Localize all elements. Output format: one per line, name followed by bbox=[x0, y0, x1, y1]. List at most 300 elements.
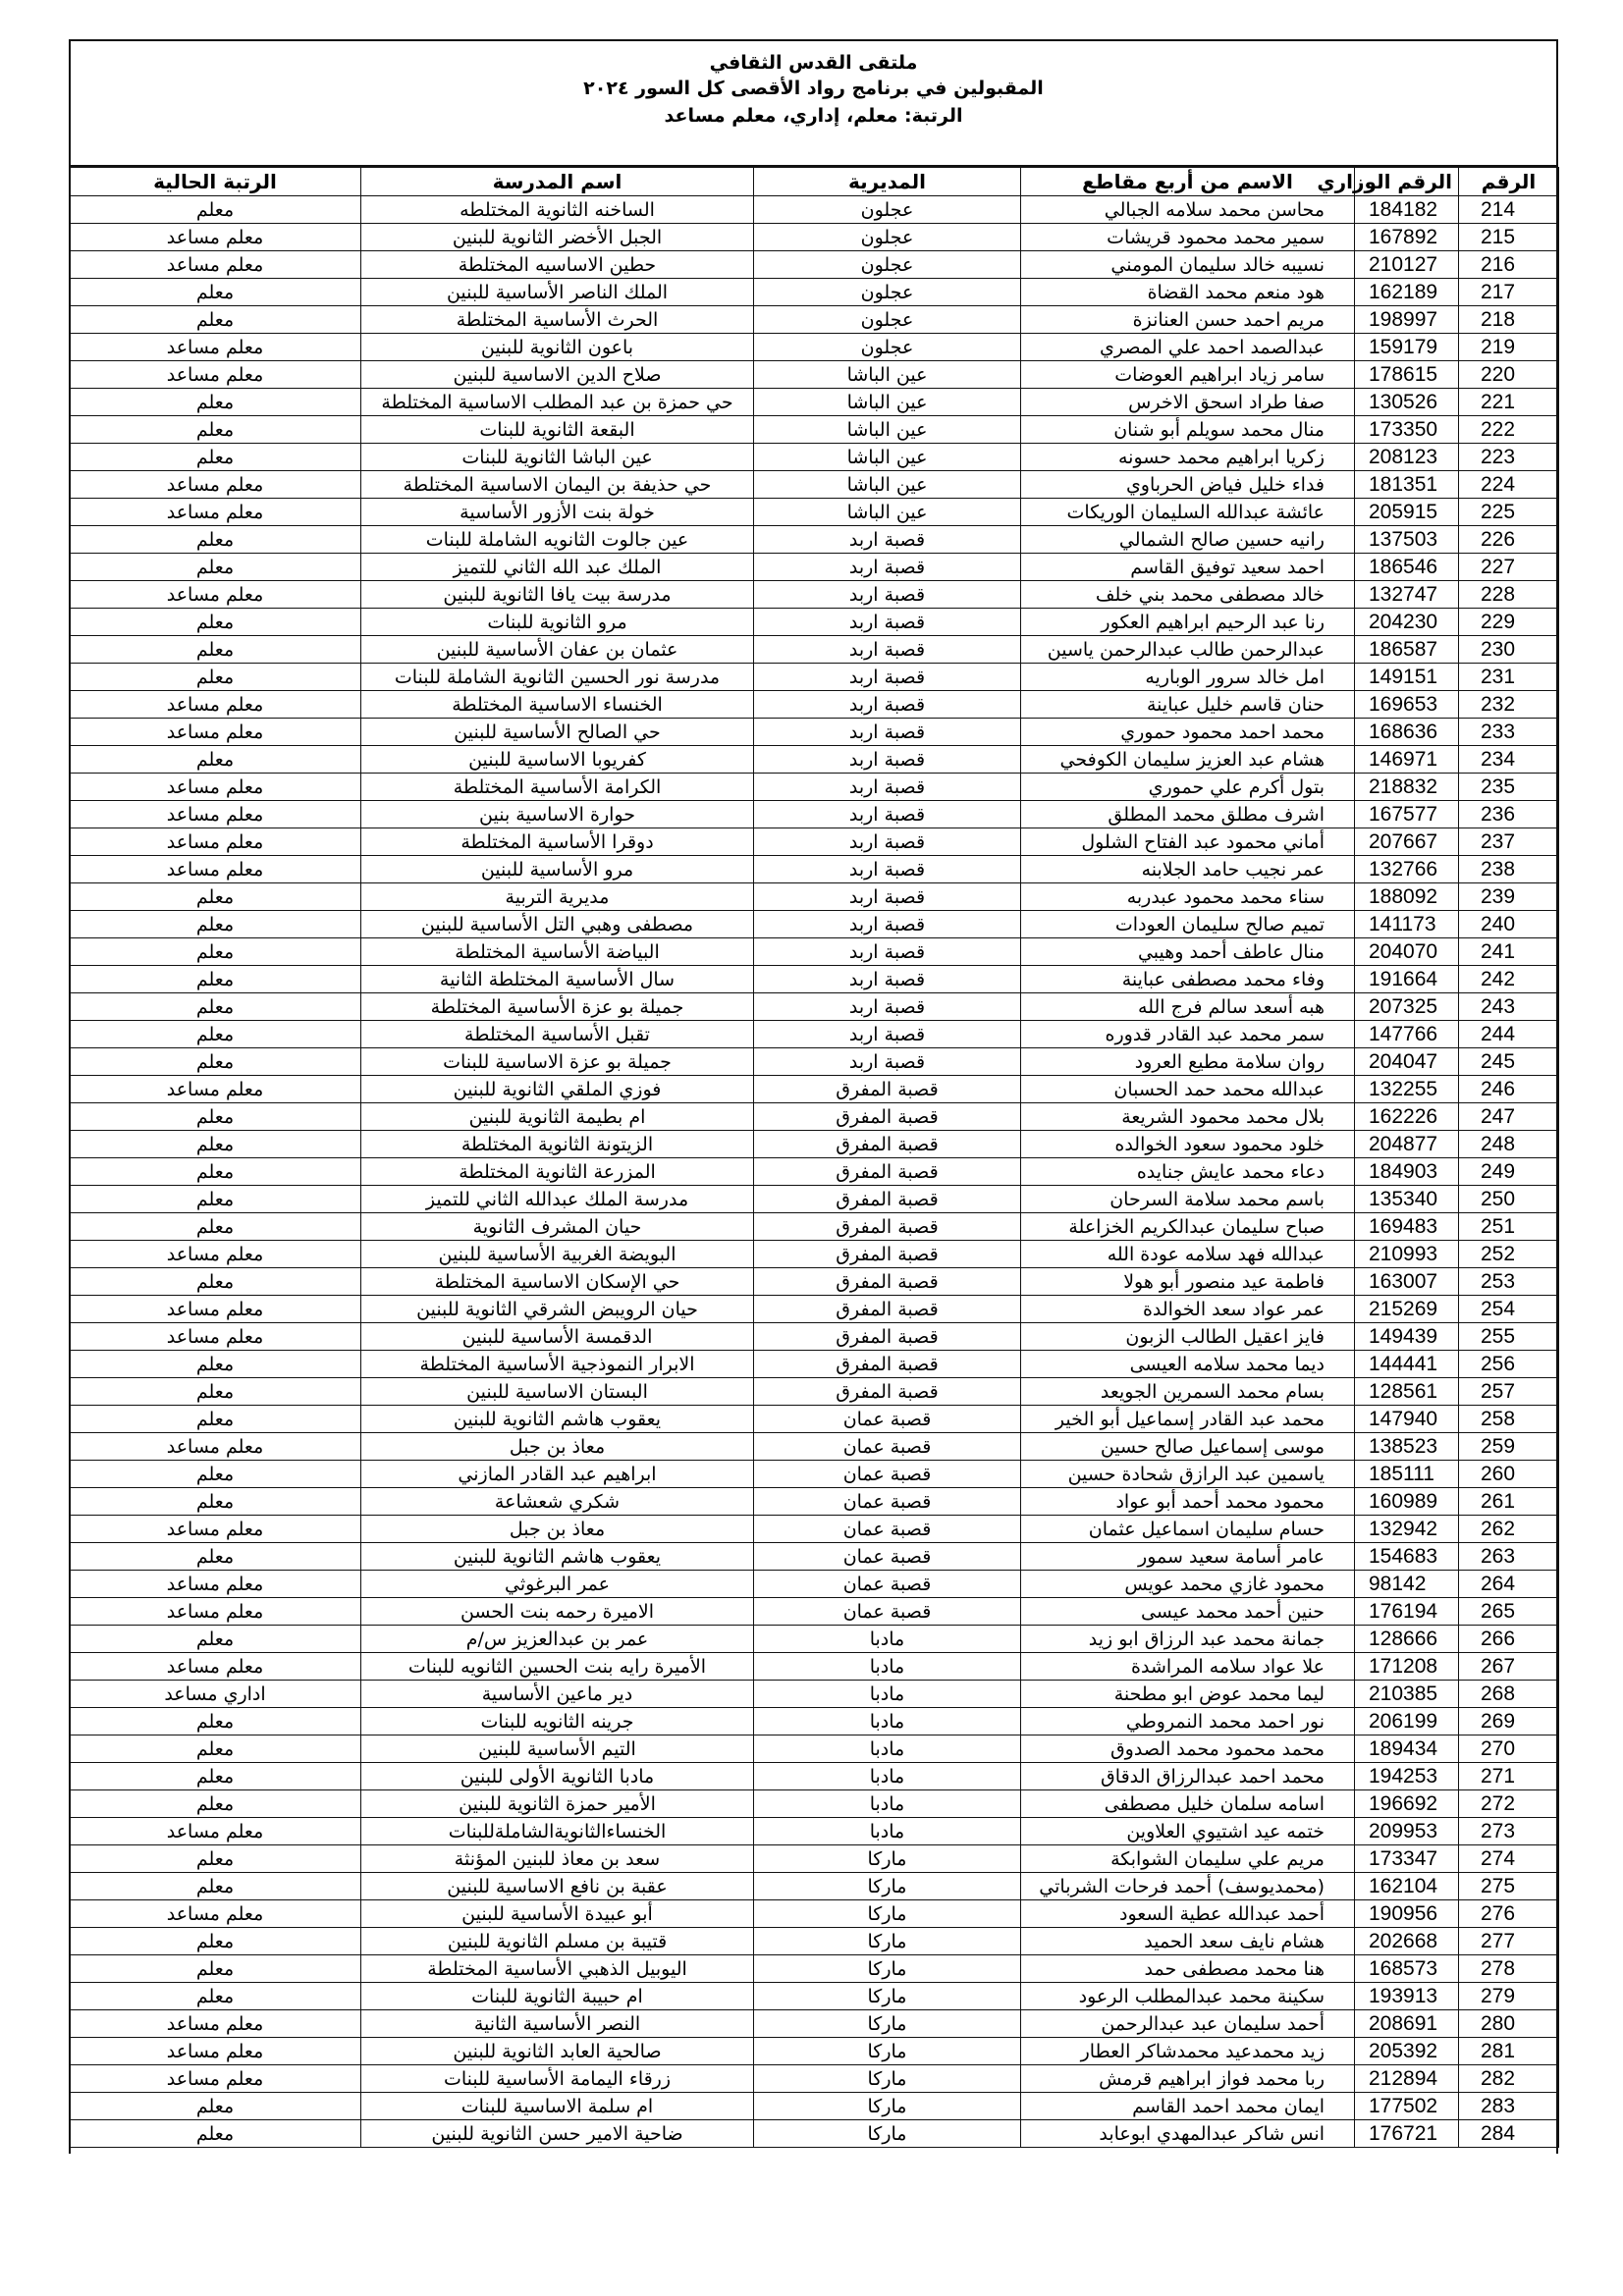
table-row bbox=[70, 444, 1559, 471]
directorate: قصبة اربد bbox=[754, 746, 1021, 774]
full-name: روان سلامة مطيع العرود bbox=[1021, 1048, 1355, 1076]
ministry-id: 169483 bbox=[1355, 1213, 1459, 1241]
ministry-id: 176194 bbox=[1355, 1598, 1459, 1626]
table-row bbox=[70, 993, 1559, 1021]
school-name: البقعة الثانوية للبنات bbox=[361, 416, 754, 444]
current-rank: معلم مساعد bbox=[70, 251, 361, 279]
directorate: قصبة المفرق bbox=[754, 1268, 1021, 1296]
directorate: ماركا bbox=[754, 2093, 1021, 2120]
ministry-id: 210993 bbox=[1355, 1241, 1459, 1268]
directorate: قصبة عمان bbox=[754, 1406, 1021, 1433]
full-name: حسام سليمان اسماعيل عثمان bbox=[1021, 1516, 1355, 1543]
current-rank: معلم bbox=[70, 1790, 361, 1818]
directorate: قصبة اربد bbox=[754, 883, 1021, 911]
ministry-id: 162226 bbox=[1355, 1103, 1459, 1131]
directorate: عجلون bbox=[754, 224, 1021, 251]
full-name: سمير محمد محمود قريشات bbox=[1021, 224, 1355, 251]
directorate: مادبا bbox=[754, 1790, 1021, 1818]
ministry-id: 168573 bbox=[1355, 1955, 1459, 1983]
directorate: قصبة اربد bbox=[754, 911, 1021, 938]
full-name: ربا محمد فواز ابراهيم قرمش bbox=[1021, 2065, 1355, 2093]
directorate: ماركا bbox=[754, 2038, 1021, 2065]
directorate: مادبا bbox=[754, 1818, 1021, 1845]
ministry-id: 144441 bbox=[1355, 1351, 1459, 1378]
row-number: 256 bbox=[1459, 1351, 1559, 1378]
full-name: أماني محمود عبد الفتاح الشلول bbox=[1021, 828, 1355, 856]
school-name: الملك الناصر الأساسية للبنين bbox=[361, 279, 754, 306]
directorate: قصبة المفرق bbox=[754, 1158, 1021, 1186]
current-rank: معلم bbox=[70, 883, 361, 911]
directorate: قصبة اربد bbox=[754, 1021, 1021, 1048]
row-number: 239 bbox=[1459, 883, 1559, 911]
table-row bbox=[70, 306, 1559, 334]
directorate: قصبة المفرق bbox=[754, 1241, 1021, 1268]
ministry-id: 98142 bbox=[1355, 1571, 1459, 1598]
directorate: مادبا bbox=[754, 1763, 1021, 1790]
current-rank: معلم bbox=[70, 1873, 361, 1900]
row-number: 247 bbox=[1459, 1103, 1559, 1131]
row-number: 258 bbox=[1459, 1406, 1559, 1433]
ministry-id: 128561 bbox=[1355, 1378, 1459, 1406]
current-rank: معلم مساعد bbox=[70, 471, 361, 499]
school-name: ام بطيمة الثانوية للبنين bbox=[361, 1103, 754, 1131]
row-number: 272 bbox=[1459, 1790, 1559, 1818]
ministry-id: 212894 bbox=[1355, 2065, 1459, 2093]
full-name: انس شاكر عبدالمهدي ابوعابد bbox=[1021, 2120, 1355, 2148]
table-row bbox=[70, 1873, 1559, 1900]
current-rank: معلم bbox=[70, 554, 361, 581]
directorate: قصبة عمان bbox=[754, 1433, 1021, 1461]
school-name: ابراهيم عبد القادر المازني bbox=[361, 1461, 754, 1488]
row-number: 252 bbox=[1459, 1241, 1559, 1268]
school-name: زرقاء اليمامة الأساسية للبنات bbox=[361, 2065, 754, 2093]
row-number: 275 bbox=[1459, 1873, 1559, 1900]
directorate: قصبة المفرق bbox=[754, 1213, 1021, 1241]
directorate: قصبة اربد bbox=[754, 828, 1021, 856]
ministry-id: 206199 bbox=[1355, 1708, 1459, 1735]
row-number: 276 bbox=[1459, 1900, 1559, 1928]
table-row bbox=[70, 1021, 1559, 1048]
full-name: ختمه عيد اشتيوي العلاوين bbox=[1021, 1818, 1355, 1845]
current-rank: معلم مساعد bbox=[70, 856, 361, 883]
ministry-id: 149439 bbox=[1355, 1323, 1459, 1351]
directorate: قصبة عمان bbox=[754, 1543, 1021, 1571]
full-name: (محمديوسف) أحمد فرحات الشرباتي bbox=[1021, 1873, 1355, 1900]
school-name: جميلة بو عزة الاساسية للبنات bbox=[361, 1048, 754, 1076]
table-row bbox=[70, 1131, 1559, 1158]
directorate: عين الباشا bbox=[754, 389, 1021, 416]
table-row bbox=[70, 1653, 1559, 1681]
table-row bbox=[70, 664, 1559, 691]
row-number: 280 bbox=[1459, 2010, 1559, 2038]
table-row bbox=[70, 1103, 1559, 1131]
school-name: مدرسة بيت يافا الثانوية للبنين bbox=[361, 581, 754, 609]
school-name: الكرامة الأساسية المختلطة bbox=[361, 774, 754, 801]
school-name: الخنساءالثانويةالشاملةللبنات bbox=[361, 1818, 754, 1845]
school-name: سعد بن معاذ للبنين المؤنثة bbox=[361, 1845, 754, 1873]
school-name: باعون الثانوية للبنين bbox=[361, 334, 754, 361]
school-name: مديرية التربية bbox=[361, 883, 754, 911]
directorate: قصبة المفرق bbox=[754, 1076, 1021, 1103]
full-name: فايز اعقيل الطالب الزبون bbox=[1021, 1323, 1355, 1351]
accepted-table bbox=[69, 167, 1559, 2148]
current-rank: معلم مساعد bbox=[70, 774, 361, 801]
ministry-id: 132766 bbox=[1355, 856, 1459, 883]
directorate: مادبا bbox=[754, 1681, 1021, 1708]
school-name: حوارة الاساسية بنين bbox=[361, 801, 754, 828]
ministry-id: 176721 bbox=[1355, 2120, 1459, 2148]
school-name: مصطفى وهبي التل الأساسية للبنين bbox=[361, 911, 754, 938]
ministry-id: 191664 bbox=[1355, 966, 1459, 993]
school-name: دير ماعين الأساسية bbox=[361, 1681, 754, 1708]
row-number: 249 bbox=[1459, 1158, 1559, 1186]
current-rank: معلم bbox=[70, 1983, 361, 2010]
directorate: عجلون bbox=[754, 279, 1021, 306]
school-name: الاميرة رحمه بنت الحسن bbox=[361, 1598, 754, 1626]
current-rank: معلم bbox=[70, 636, 361, 664]
current-rank: معلم bbox=[70, 196, 361, 224]
full-name: عامر أسامة سعيد سمور bbox=[1021, 1543, 1355, 1571]
school-name: الأمير حمزة الثانوية للبنين bbox=[361, 1790, 754, 1818]
full-name: رنا عبد الرحيم ابراهيم العكور bbox=[1021, 609, 1355, 636]
full-name: سمر محمد عبد القادر قدوره bbox=[1021, 1021, 1355, 1048]
ministry-id: 204070 bbox=[1355, 938, 1459, 966]
ministry-id: 188092 bbox=[1355, 883, 1459, 911]
row-number: 260 bbox=[1459, 1461, 1559, 1488]
ministry-id: 193913 bbox=[1355, 1983, 1459, 2010]
current-rank: معلم مساعد bbox=[70, 801, 361, 828]
school-name: حيان المشرف الثانوية bbox=[361, 1213, 754, 1241]
school-name: حي الإسكان الاساسية المختلطة bbox=[361, 1268, 754, 1296]
current-rank: معلم bbox=[70, 1845, 361, 1873]
current-rank: معلم مساعد bbox=[70, 1241, 361, 1268]
table-row bbox=[70, 1461, 1559, 1488]
table-row bbox=[70, 1900, 1559, 1928]
ministry-id: 138523 bbox=[1355, 1433, 1459, 1461]
full-name: علا عواد سلامه المراشدة bbox=[1021, 1653, 1355, 1681]
directorate: عجلون bbox=[754, 251, 1021, 279]
directorate: قصبة عمان bbox=[754, 1516, 1021, 1543]
directorate: قصبة اربد bbox=[754, 774, 1021, 801]
full-name: موسى إسماعيل صالح حسين bbox=[1021, 1433, 1355, 1461]
school-name: صالحية العابد الثانوية للبنين bbox=[361, 2038, 754, 2065]
table-row bbox=[70, 1543, 1559, 1571]
school-name: كفريوبا الاساسية للبنين bbox=[361, 746, 754, 774]
current-rank: معلم bbox=[70, 664, 361, 691]
ministry-id: 146971 bbox=[1355, 746, 1459, 774]
document-title: ملتقى القدس الثقافي bbox=[709, 52, 918, 74]
current-rank: معلم مساعد bbox=[70, 499, 361, 526]
school-name: مدرسة الملك عبدالله الثاني للتميز bbox=[361, 1186, 754, 1213]
table-row bbox=[70, 1708, 1559, 1735]
directorate: قصبة اربد bbox=[754, 966, 1021, 993]
current-rank: معلم bbox=[70, 1268, 361, 1296]
row-number: 278 bbox=[1459, 1955, 1559, 1983]
school-name: فوزي الملقي الثانوية للبنين bbox=[361, 1076, 754, 1103]
current-rank: معلم مساعد bbox=[70, 1433, 361, 1461]
full-name: مريم احمد حسن العنانزة bbox=[1021, 306, 1355, 334]
school-name: دوقرا الأساسية المختلطة bbox=[361, 828, 754, 856]
table-row bbox=[70, 938, 1559, 966]
full-name: محاسن محمد سلامه الجبالي bbox=[1021, 196, 1355, 224]
directorate: ماركا bbox=[754, 2010, 1021, 2038]
row-number: 261 bbox=[1459, 1488, 1559, 1516]
table-row bbox=[70, 1571, 1559, 1598]
directorate: عجلون bbox=[754, 196, 1021, 224]
ministry-id: 194253 bbox=[1355, 1763, 1459, 1790]
school-name: الحرث الأساسية المختلطة bbox=[361, 306, 754, 334]
table-row bbox=[70, 2010, 1559, 2038]
table-row bbox=[70, 719, 1559, 746]
current-rank: معلم bbox=[70, 2120, 361, 2148]
current-rank: معلم مساعد bbox=[70, 1653, 361, 1681]
full-name: هنا محمد مصطفى حمد bbox=[1021, 1955, 1355, 1983]
full-name: محمد احمد عبدالرزاق الدقاق bbox=[1021, 1763, 1355, 1790]
school-name: عين الباشا الثانوية للبنات bbox=[361, 444, 754, 471]
document-page bbox=[69, 39, 1558, 2154]
row-number: 224 bbox=[1459, 471, 1559, 499]
table-row bbox=[70, 774, 1559, 801]
ministry-id: 204877 bbox=[1355, 1131, 1459, 1158]
row-number: 282 bbox=[1459, 2065, 1559, 2093]
full-name: دعاء محمد عايش جنايده bbox=[1021, 1158, 1355, 1186]
full-name: بسام محمد السمرين الجويعد bbox=[1021, 1378, 1355, 1406]
row-number: 244 bbox=[1459, 1021, 1559, 1048]
row-number: 273 bbox=[1459, 1818, 1559, 1845]
full-name: احمد سعيد توفيق القاسم bbox=[1021, 554, 1355, 581]
current-rank: معلم bbox=[70, 1048, 361, 1076]
row-number: 218 bbox=[1459, 306, 1559, 334]
row-number: 235 bbox=[1459, 774, 1559, 801]
row-number: 237 bbox=[1459, 828, 1559, 856]
row-number: 259 bbox=[1459, 1433, 1559, 1461]
current-rank: معلم bbox=[70, 2093, 361, 2120]
table-row bbox=[70, 1818, 1559, 1845]
full-name: فاطمة عيد منصور أبو هولا bbox=[1021, 1268, 1355, 1296]
table-row bbox=[70, 499, 1559, 526]
directorate: قصبة المفرق bbox=[754, 1103, 1021, 1131]
table-row bbox=[70, 1983, 1559, 2010]
row-number: 277 bbox=[1459, 1928, 1559, 1955]
ministry-id: 132747 bbox=[1355, 581, 1459, 609]
ministry-id: 137503 bbox=[1355, 526, 1459, 554]
full-name: محمد احمد محمود حموري bbox=[1021, 719, 1355, 746]
current-rank: معلم bbox=[70, 1488, 361, 1516]
current-rank: معلم مساعد bbox=[70, 1900, 361, 1928]
ministry-id: 169653 bbox=[1355, 691, 1459, 719]
directorate: قصبة المفرق bbox=[754, 1131, 1021, 1158]
full-name: بلال محمد محمود الشريعة bbox=[1021, 1103, 1355, 1131]
ministry-id: 190956 bbox=[1355, 1900, 1459, 1928]
table-row bbox=[70, 334, 1559, 361]
table-row bbox=[70, 251, 1559, 279]
directorate: عجلون bbox=[754, 306, 1021, 334]
school-name: النصر الأساسية الثانية bbox=[361, 2010, 754, 2038]
directorate: قصبة المفرق bbox=[754, 1323, 1021, 1351]
directorate: قصبة اربد bbox=[754, 664, 1021, 691]
table-row bbox=[70, 554, 1559, 581]
row-number: 281 bbox=[1459, 2038, 1559, 2065]
full-name: حنين أحمد محمد عيسى bbox=[1021, 1598, 1355, 1626]
row-number: 226 bbox=[1459, 526, 1559, 554]
ministry-id: 186587 bbox=[1355, 636, 1459, 664]
table-row bbox=[70, 828, 1559, 856]
row-number: 253 bbox=[1459, 1268, 1559, 1296]
directorate: ماركا bbox=[754, 1928, 1021, 1955]
row-number: 216 bbox=[1459, 251, 1559, 279]
current-rank: معلم bbox=[70, 746, 361, 774]
full-name: عائشة عبدالله السليمان الوريكات bbox=[1021, 499, 1355, 526]
ministry-id: 167892 bbox=[1355, 224, 1459, 251]
full-name: عمر نجيب حامد الجلابنه bbox=[1021, 856, 1355, 883]
full-name: هشام نايف سعد الحميد bbox=[1021, 1928, 1355, 1955]
table-row bbox=[70, 1323, 1559, 1351]
school-name: الخنساء الاساسية المختلطة bbox=[361, 691, 754, 719]
full-name: اسامه سلمان خليل مصطفى bbox=[1021, 1790, 1355, 1818]
ministry-id: 147940 bbox=[1355, 1406, 1459, 1433]
full-name: هبه أسعد سالم فرج الله bbox=[1021, 993, 1355, 1021]
current-rank: معلم مساعد bbox=[70, 2065, 361, 2093]
table-row bbox=[70, 581, 1559, 609]
ministry-id: 215269 bbox=[1355, 1296, 1459, 1323]
school-name: حي الصالح الأساسية للبنين bbox=[361, 719, 754, 746]
directorate: قصبة اربد bbox=[754, 691, 1021, 719]
school-name: يعقوب هاشم الثانوية للبنين bbox=[361, 1406, 754, 1433]
row-number: 270 bbox=[1459, 1735, 1559, 1763]
ministry-id: 162189 bbox=[1355, 279, 1459, 306]
ministry-id: 128666 bbox=[1355, 1626, 1459, 1653]
table-row bbox=[70, 1488, 1559, 1516]
directorate: ماركا bbox=[754, 1873, 1021, 1900]
ministry-id: 168636 bbox=[1355, 719, 1459, 746]
ministry-id: 154683 bbox=[1355, 1543, 1459, 1571]
full-name: هود منعم محمد القضاة bbox=[1021, 279, 1355, 306]
current-rank: معلم bbox=[70, 1708, 361, 1735]
school-name: أبو عبيدة الأساسية للبنين bbox=[361, 1900, 754, 1928]
current-rank: معلم مساعد bbox=[70, 1598, 361, 1626]
current-rank: معلم bbox=[70, 1378, 361, 1406]
current-rank: معلم bbox=[70, 416, 361, 444]
ministry-id: 208123 bbox=[1355, 444, 1459, 471]
full-name: عبدالرحمن طالب عبدالرحمن ياسين bbox=[1021, 636, 1355, 664]
full-name: سناء محمد محمود عبدربه bbox=[1021, 883, 1355, 911]
school-name: اليوبيل الذهبي الأساسية المختلطة bbox=[361, 1955, 754, 1983]
ministry-id: 205915 bbox=[1355, 499, 1459, 526]
full-name: ليما محمد عوض ابو مطحنة bbox=[1021, 1681, 1355, 1708]
row-number: 217 bbox=[1459, 279, 1559, 306]
full-name: زيد محمدعيد محمدشاكر العطار bbox=[1021, 2038, 1355, 2065]
row-number: 254 bbox=[1459, 1296, 1559, 1323]
table-row bbox=[70, 609, 1559, 636]
current-rank: معلم مساعد bbox=[70, 2038, 361, 2065]
school-name: البستان الاساسية للبنين bbox=[361, 1378, 754, 1406]
table-row bbox=[70, 1186, 1559, 1213]
school-name: شكري شعشاعة bbox=[361, 1488, 754, 1516]
full-name: نور احمد محمد النمروطي bbox=[1021, 1708, 1355, 1735]
table-row bbox=[70, 279, 1559, 306]
current-rank: معلم bbox=[70, 279, 361, 306]
full-name: صباح سليمان عبدالكريم الخزاعلة bbox=[1021, 1213, 1355, 1241]
current-rank: معلم bbox=[70, 1213, 361, 1241]
school-name: الأميرة رايه بنت الحسين الثانويه للبنات bbox=[361, 1653, 754, 1681]
current-rank: معلم bbox=[70, 911, 361, 938]
full-name: منال محمد سويلم أبو شنان bbox=[1021, 416, 1355, 444]
full-name: عمر عواد سعد الخوالدة bbox=[1021, 1296, 1355, 1323]
ministry-id: 132255 bbox=[1355, 1076, 1459, 1103]
current-rank: معلم مساعد bbox=[70, 1818, 361, 1845]
row-number: 231 bbox=[1459, 664, 1559, 691]
current-rank: معلم bbox=[70, 1186, 361, 1213]
school-name: البويضة الغربية الأساسية للبنين bbox=[361, 1241, 754, 1268]
current-rank: معلم مساعد bbox=[70, 1076, 361, 1103]
row-number: 214 bbox=[1459, 196, 1559, 224]
row-number: 223 bbox=[1459, 444, 1559, 471]
current-rank: معلم bbox=[70, 1351, 361, 1378]
directorate: قصبة اربد bbox=[754, 993, 1021, 1021]
table-row bbox=[70, 856, 1559, 883]
school-name: عين جالوت الثانويه الشاملة للبنات bbox=[361, 526, 754, 554]
current-rank: معلم bbox=[70, 993, 361, 1021]
row-number: 222 bbox=[1459, 416, 1559, 444]
ministry-id: 181351 bbox=[1355, 471, 1459, 499]
table-row bbox=[70, 1928, 1559, 1955]
col-header-ministry-id: الرقم الوزاري bbox=[1355, 168, 1459, 196]
table-row bbox=[70, 1158, 1559, 1186]
directorate: ماركا bbox=[754, 1955, 1021, 1983]
ministry-id: 198997 bbox=[1355, 306, 1459, 334]
row-number: 220 bbox=[1459, 361, 1559, 389]
full-name: ياسمين عبد الرازق شحادة حسين bbox=[1021, 1461, 1355, 1488]
table-row bbox=[70, 966, 1559, 993]
full-name: أحمد سليمان عبد عبدالرحمن bbox=[1021, 2010, 1355, 2038]
school-name: تقبل الأساسية المختلطة bbox=[361, 1021, 754, 1048]
current-rank: معلم مساعد bbox=[70, 719, 361, 746]
directorate: قصبة اربد bbox=[754, 554, 1021, 581]
school-name: معاذ بن جبل bbox=[361, 1516, 754, 1543]
full-name: رانيه حسين صالح الشمالي bbox=[1021, 526, 1355, 554]
school-name: مدرسة نور الحسين الثانوية الشاملة للبنات bbox=[361, 664, 754, 691]
row-number: 234 bbox=[1459, 746, 1559, 774]
full-name: جمانة محمد عبد الرزاق ابو زيد bbox=[1021, 1626, 1355, 1653]
current-rank: معلم bbox=[70, 1158, 361, 1186]
school-name: عثمان بن عفان الأساسية للبنين bbox=[361, 636, 754, 664]
table-row bbox=[70, 1296, 1559, 1323]
directorate: عين الباشا bbox=[754, 361, 1021, 389]
full-name: ايمان محمد احمد القاسم bbox=[1021, 2093, 1355, 2120]
school-name: ضاحية الامير حسن الثانوية للبنين bbox=[361, 2120, 754, 2148]
full-name: بتول أكرم علي حموري bbox=[1021, 774, 1355, 801]
document-header bbox=[71, 41, 1556, 167]
col-header-num: الرقم bbox=[1459, 168, 1559, 196]
ministry-id: 135340 bbox=[1355, 1186, 1459, 1213]
table-row bbox=[70, 1213, 1559, 1241]
ministry-id: 177502 bbox=[1355, 2093, 1459, 2120]
directorate: عين الباشا bbox=[754, 471, 1021, 499]
current-rank: معلم bbox=[70, 1406, 361, 1433]
current-rank: معلم bbox=[70, 966, 361, 993]
full-name: سكينة محمد عبدالمطلب الرعود bbox=[1021, 1983, 1355, 2010]
row-number: 263 bbox=[1459, 1543, 1559, 1571]
full-name: أحمد عبدالله عطية السعود bbox=[1021, 1900, 1355, 1928]
table-row bbox=[70, 471, 1559, 499]
school-name: ام سلمة الاساسية للبنات bbox=[361, 2093, 754, 2120]
row-number: 265 bbox=[1459, 1598, 1559, 1626]
table-row bbox=[70, 911, 1559, 938]
table-row bbox=[70, 196, 1559, 224]
directorate: مادبا bbox=[754, 1626, 1021, 1653]
table-row bbox=[70, 1268, 1559, 1296]
row-number: 264 bbox=[1459, 1571, 1559, 1598]
